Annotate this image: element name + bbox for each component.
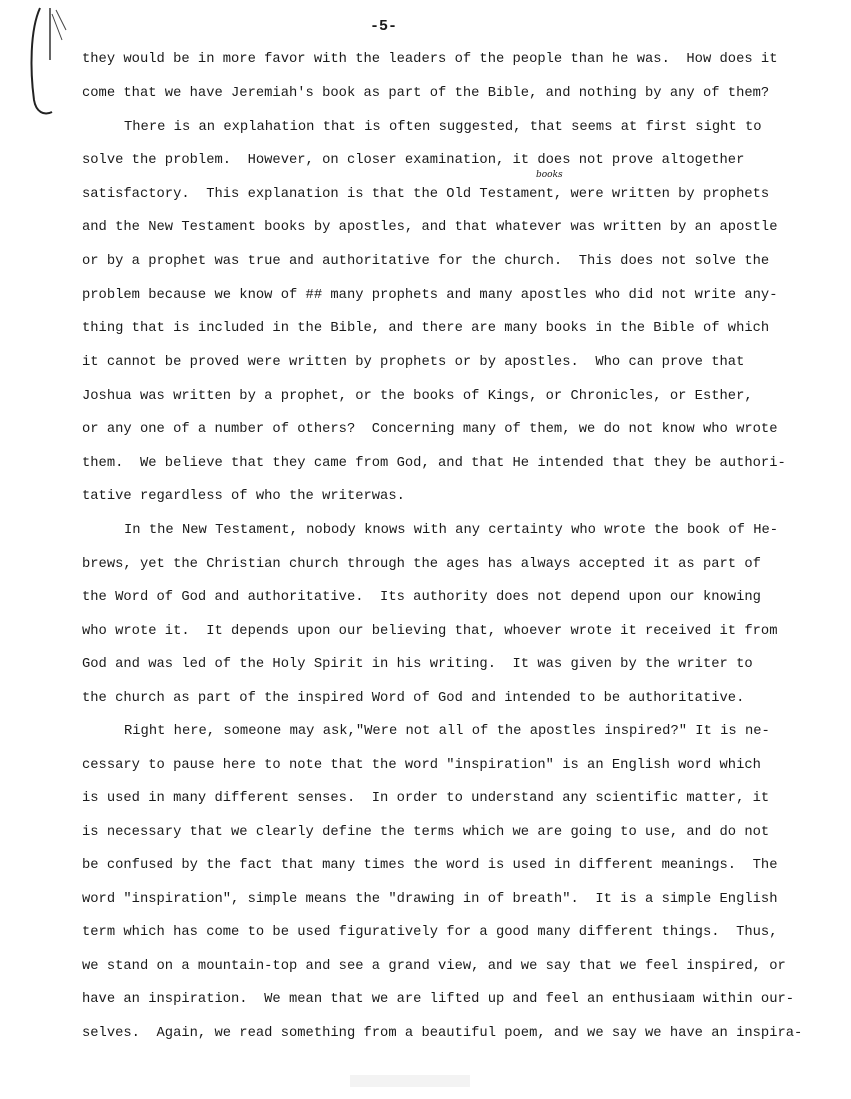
text-line: is used in many different senses. In order to understand any scientific matter, it xyxy=(82,791,770,806)
scan-smudge xyxy=(350,1075,470,1087)
text-line: problem because we know of ## many prophets and many apostles who did not write any- xyxy=(82,288,778,303)
text-line: tative regardless of who the writerwas. xyxy=(82,489,405,504)
text-line: selves. Again, we read something from a beautiful poem, and we say we have an inspira- xyxy=(82,1026,803,1041)
page-number: -5- xyxy=(370,18,398,35)
text-line: the church as part of the inspired Word of God and intended to be authoritative. xyxy=(82,691,745,706)
text-line: brews, yet the Christian church through the ages has always accepted it as part of xyxy=(82,557,761,572)
text-line: term which has come to be used figuratively for a good many different things. Thus, xyxy=(82,925,778,940)
text-line: they would be in more favor with the leaders of the people than he was. How does it xyxy=(82,52,778,67)
text-line: it cannot be proved were written by prophets or by apostles. Who can prove that xyxy=(82,355,745,370)
text-line: them. We believe that they came from God, and that He intended that they be authori- xyxy=(82,456,786,471)
text-line: we stand on a mountain-top and see a grand view, and we say that we feel inspired, or xyxy=(82,959,786,974)
text-line: word "inspiration", simple means the "drawing in of breath". It is a simple English xyxy=(82,892,778,907)
text-line: come that we have Jeremiah's book as part of the Bible, and nothing by any of them? xyxy=(82,86,770,101)
text-line: satisfactory. This explanation is that the Old Testament, were written by prophets xyxy=(82,187,770,202)
margin-bracket-mark xyxy=(0,0,80,130)
text-line: Right here, someone may ask,"Were not all of the apostles inspired?" It is ne- xyxy=(124,724,770,739)
text-line: In the New Testament, nobody knows with any certainty who wrote the book of He- xyxy=(124,523,779,538)
text-line: God and was led of the Holy Spirit in his writing. It was given by the writer to xyxy=(82,657,753,672)
text-line: or by a prophet was true and authoritative for the church. This does not solve the xyxy=(82,254,770,269)
text-line: or any one of a number of others? Concerning many of them, we do not know who wrote xyxy=(82,422,778,437)
text-line: the Word of God and authoritative. Its authority does not depend upon our knowing xyxy=(82,590,761,605)
text-line: solve the problem. However, on closer examination, it does not prove altogether xyxy=(82,153,745,168)
text-line: Joshua was written by a prophet, or the books of Kings, or Chronicles, or Esther, xyxy=(82,389,753,404)
text-line: is necessary that we clearly define the terms which we are going to use, and do not xyxy=(82,825,770,840)
text-line: cessary to pause here to note that the word "inspiration" is an English word which xyxy=(82,758,761,773)
text-line: thing that is included in the Bible, and there are many books in the Bible of which xyxy=(82,321,770,336)
text-line: and the New Testament books by apostles, and that whatever was written by an apostle xyxy=(82,220,778,235)
text-line: There is an explahation that is often suggested, that seems at first sight to xyxy=(124,120,762,135)
text-line: have an inspiration. We mean that we are lifted up and feel an enthusiaam within our- xyxy=(82,992,795,1007)
text-line: be confused by the fact that many times the word is used in different meanings. The xyxy=(82,858,778,873)
text-line: who wrote it. It depends upon our believing that, whoever wrote it received it from xyxy=(82,624,778,639)
handwritten-insertion: books xyxy=(536,170,563,180)
